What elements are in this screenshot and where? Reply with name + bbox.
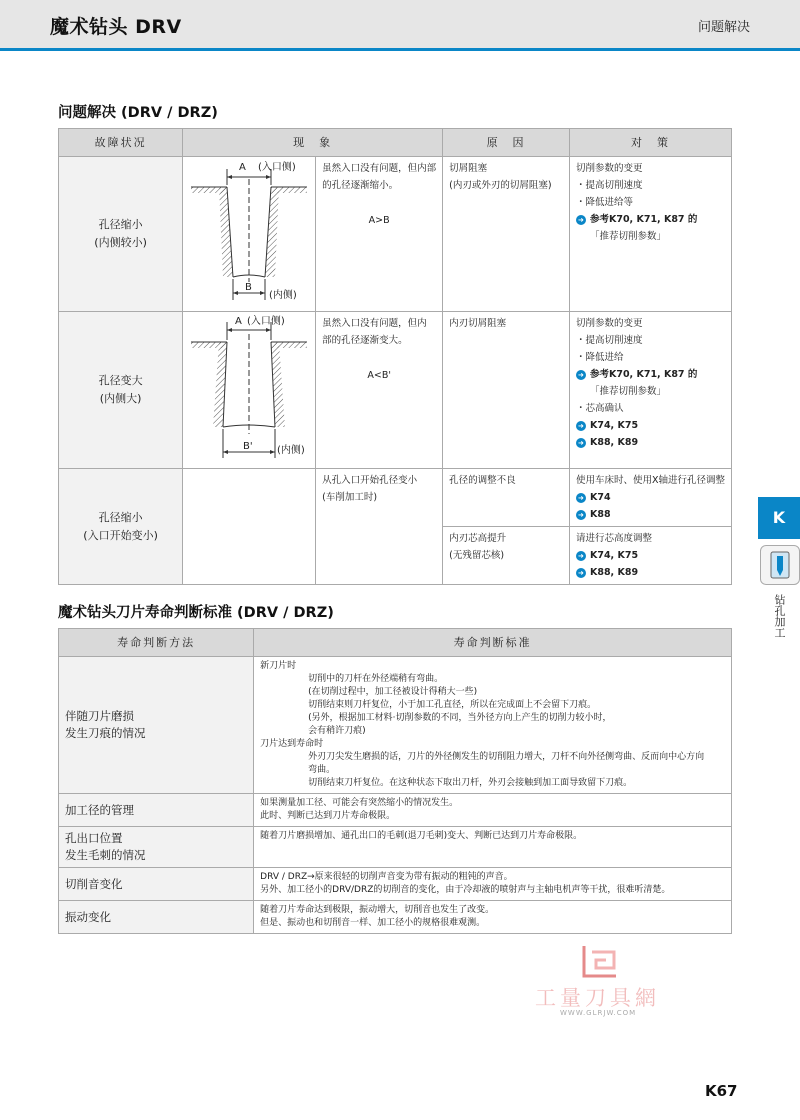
table-row	[59, 868, 732, 901]
diagram-cell-empty	[183, 469, 316, 585]
col-header-cause: 原 因	[443, 129, 570, 157]
label-inner-side: (内侧)	[269, 290, 297, 301]
arrow-right-icon: ➜	[576, 493, 586, 503]
cause-cell: 切屑阻塞 (内刃或外刃的切屑阻塞)	[443, 157, 570, 312]
symptom-cell: 孔径变大 (内侧大)	[59, 312, 183, 469]
arrow-right-icon: ➜	[576, 370, 586, 380]
comparison-label: A>B	[368, 215, 390, 226]
reference-link[interactable]: ➜ K74, K75	[576, 547, 725, 564]
table-row	[59, 469, 732, 527]
table-row	[59, 657, 732, 794]
troubleshooting-table	[58, 128, 732, 585]
hole-widening-diagram	[183, 312, 315, 462]
col-header-phenomenon: 现 象	[183, 129, 443, 157]
symptom-cell: 孔径缩小 (入口开始变小)	[59, 469, 183, 585]
reference-link[interactable]: ➜ 参考K70, K71, K87 的	[576, 366, 725, 383]
page-title: 魔术钻头 DRV	[50, 16, 182, 38]
arrow-right-icon: ➜	[576, 421, 586, 431]
dim-label-a: A	[235, 316, 242, 327]
method-cell: 切削音变化	[59, 868, 254, 901]
measure-cell: 使用车床时、使用X轴进行孔径调整 ➜ K74 ➜ K88	[569, 469, 731, 527]
col-header-measure: 对 策	[569, 129, 731, 157]
table-row	[59, 157, 732, 312]
dim-label-b: B	[245, 282, 253, 293]
label-inner-side: (内侧)	[277, 445, 305, 456]
measure-cell: 切削参数的变更 ・提高切削速度 ・降低进给 ➜ 参考K70, K71, K87 的 「推荐切削参数」 ・芯高确认 ➜ K74, K75 ➜ K88, K89	[569, 312, 731, 469]
cause-cell: 孔径的调整不良	[443, 469, 570, 527]
diagram-cell	[183, 312, 316, 469]
table-row	[59, 794, 732, 827]
label-entry-side: (入口侧)	[247, 316, 285, 327]
dim-label-b-prime: B'	[243, 441, 253, 452]
page-number: K67	[705, 1082, 738, 1100]
method-cell: 孔出口位置 发生毛刺的情况	[59, 827, 254, 868]
method-cell: 加工径的管理	[59, 794, 254, 827]
cause-cell: 内刃切屑阻塞	[443, 312, 570, 469]
reference-link[interactable]: ➜ K74, K75	[576, 417, 725, 434]
criteria-cell: 新刀片时 切削中的刀杆在外径端稍有弯曲。 (在切削过程中，加工径被设计得稍大一些) 切削结束则刀杆复位，小于加工孔直径，所以在完成面上不会留下刀痕。 (另外，根据加工材料·切削参数的不同，当外径方向上产生的切削力较小时， 会有稍许刀痕) 刀片达到寿命时 外刃刀尖发生磨损的话，刀片的外径侧发生的切削阻力增大，刀杆不向外径侧弯曲、反而向中心方向 弯曲。 切削结束刀杆复位。在这种状态下取出刀杆，外刃会接触到加工面导致留下刀痕。	[254, 657, 732, 794]
reference-link[interactable]: ➜ K74	[576, 489, 725, 506]
diagram-cell	[183, 157, 316, 312]
comparison-label: A<B'	[367, 370, 391, 381]
reference-link[interactable]: ➜ K88, K89	[576, 434, 725, 451]
label-entry-side: (入口侧)	[258, 162, 296, 173]
criteria-cell: 如果测量加工径、可能会有突然缩小的情况发生。 此时、判断已达到刀片寿命极限。	[254, 794, 732, 827]
method-cell: 振动变化	[59, 901, 254, 934]
measure-cell: 切削参数的变更 ・提高切削速度 ・降低进给等 ➜ 参考K70, K71, K87 的 「推荐切削参数」	[569, 157, 731, 312]
watermark-url: WWW.GLRJW.COM	[560, 1009, 637, 1017]
method-cell: 伴随刀片磨损 发生刀痕的情况	[59, 657, 254, 794]
section-title-troubleshooting: 问题解决 (DRV / DRZ)	[58, 105, 218, 121]
section-label: 问题解决	[697, 20, 750, 35]
col-header-criteria: 寿命判断标准	[254, 629, 732, 657]
side-label: 钻孔加工	[773, 594, 786, 638]
tool-life-table	[58, 628, 732, 934]
arrow-right-icon: ➜	[576, 568, 586, 578]
watermark-logo	[580, 944, 620, 978]
col-header-method: 寿命判断方法	[59, 629, 254, 657]
criteria-cell: DRV / DRZ→原来很轻的切削声音变为带有振动的粗钝的声音。 另外、加工径小的DRV/DRZ的切削音的变化，由于冷却液的喷射声与主轴电机声等干扰，很难听清楚。	[254, 868, 732, 901]
arrow-right-icon: ➜	[576, 510, 586, 520]
table-row	[59, 827, 732, 868]
side-tab-k[interactable]: K	[758, 497, 800, 539]
table-row	[59, 901, 732, 934]
cause-cell: 内刃芯高提升 (无残留芯核)	[443, 527, 570, 585]
section-title-tool-life: 魔术钻头刀片寿命判断标准 (DRV / DRZ)	[58, 605, 334, 621]
col-header-symptom: 故障状况	[59, 129, 183, 157]
phenomenon-cell: 从孔入口开始孔径变小 (车削加工时)	[316, 469, 443, 585]
reference-link[interactable]: ➜ 参考K70, K71, K87 的	[576, 211, 725, 228]
criteria-cell: 随着刀片磨损增加、通孔出口的毛刺(退刀毛刺)变大、判断已达到刀片寿命极限。	[254, 827, 732, 868]
reference-link[interactable]: ➜ K88	[576, 506, 725, 523]
drill-icon	[760, 545, 800, 585]
measure-cell: 请进行芯高度调整 ➜ K74, K75 ➜ K88, K89	[569, 527, 731, 585]
table-row	[59, 312, 732, 469]
criteria-cell: 随着刀片寿命达到极限，振动增大，切削音也发生了改变。 但是、振动也和切削音一样、加工径小的规格很难观测。	[254, 901, 732, 934]
dim-label-a: A	[239, 162, 246, 173]
header-accent-bar	[0, 48, 800, 51]
hole-narrowing-diagram	[183, 157, 315, 305]
arrow-right-icon: ➜	[576, 438, 586, 448]
arrow-right-icon: ➜	[576, 551, 586, 561]
phenomenon-cell: 虽然入口没有问题，但内部 的孔径逐渐缩小。 A>B	[316, 157, 443, 312]
watermark-text: 工量刀具網	[535, 986, 660, 1010]
arrow-right-icon: ➜	[576, 215, 586, 225]
symptom-cell: 孔径缩小 (内侧较小)	[59, 157, 183, 312]
phenomenon-cell: 虽然入口没有问题，但内 部的孔径逐渐变大。 A<B'	[316, 312, 443, 469]
reference-link[interactable]: ➜ K88, K89	[576, 564, 725, 581]
